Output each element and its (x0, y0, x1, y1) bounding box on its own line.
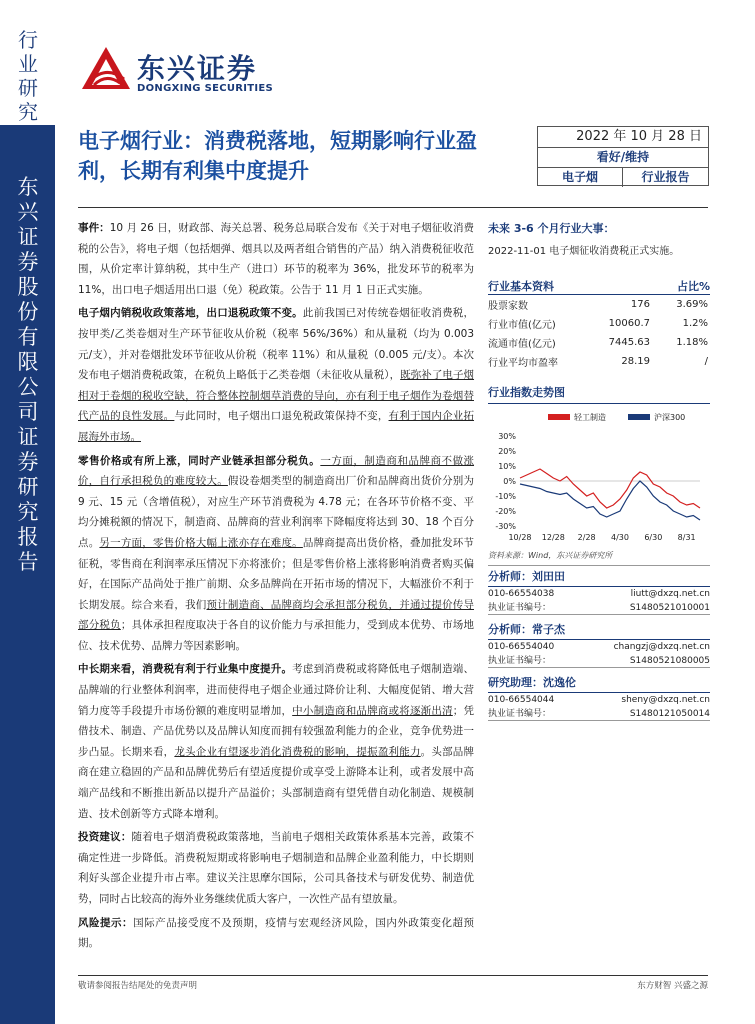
industry-data-k: 流通市值(亿元) (488, 339, 556, 350)
x-tick-label: 4/30 (611, 533, 629, 542)
analyst-cert-label: 执业证书编号： (488, 603, 552, 613)
analyst-cert (488, 601, 710, 615)
analyst-contact (488, 693, 710, 707)
industry-data-v2: / (704, 356, 708, 367)
analyst-cert-label: 执业证书编号： (488, 656, 552, 666)
x-tick-label: 12/28 (541, 533, 565, 542)
industry-data-row (488, 314, 710, 333)
analyst-cert (488, 707, 710, 721)
analyst-contact (488, 640, 710, 654)
longterm-underline-2: 龙头企业有望逐步消化消费税的影响，提振盈利能力 (174, 745, 421, 758)
analyst-block (488, 621, 710, 668)
paragraph-longterm (78, 659, 474, 824)
industry-data-v2: 1.18% (676, 337, 708, 348)
report-info-box (537, 126, 709, 186)
policy-text-2: 与此同时，电子烟出口退免税政策保持不变， (174, 410, 389, 423)
events-item: 2022-11-01 电子烟征收消费税正式实施。 (488, 246, 680, 257)
analyst-phone: 010-66554040 (488, 642, 555, 652)
industry-data-v1: 10060.7 (608, 318, 650, 329)
index-chart (488, 408, 710, 548)
analyst-cert-code: S1480521010001 (629, 603, 710, 613)
industry-data-row (488, 333, 710, 352)
chart-title: 行业指数走势图 (488, 386, 565, 399)
analyst-phone: 010-66554038 (488, 589, 555, 599)
policy-underline-1: 既弥补了电子烟相对于卷烟的税收空缺，符合整体控制烟草消费的导向，亦有利于电子烟作为卷烟替代产品的良性发展。 (78, 369, 475, 423)
paragraph-policy (78, 303, 474, 447)
y-tick-label: -30% (495, 522, 516, 531)
policy-underline-2: 有利于国内企业拓展海外市场。 (78, 410, 475, 443)
longterm-underline-1: 中小制造商和品牌商或将逐渐出清 (292, 704, 453, 717)
industry-data-v1: 7445.63 (608, 337, 650, 348)
price-text-1: 假设卷烟类型的制造商出厂价和品牌商出货价分别为 9 元、15 元（含增值税），对应生产环节消费税为 4.78 元；在各环节价格不变、平均分摊税额的情况下，制造商、品牌商的营业利润率下降幅度将达到 30、18 个百分点。 (78, 475, 475, 549)
chart-section (488, 384, 710, 566)
analyst-cert-code: S1480121050014 (629, 709, 710, 719)
analyst-cert-code: S1480521080005 (629, 656, 710, 666)
series-line (520, 481, 700, 520)
industry-data-k: 行业平均市盈率 (488, 358, 558, 369)
industry-data-v2: 3.69% (676, 299, 708, 310)
legend-swatch (628, 414, 650, 420)
events-section (488, 220, 710, 257)
report-type: 行业报告 (623, 167, 708, 187)
invest-heading: 投资建议： (78, 831, 132, 844)
footer-disclaimer: 敬请参阅报告结尾处的免责声明 (78, 981, 198, 991)
company-logo (80, 45, 290, 100)
price-underline-2: 另一方面，零售价格大幅上涨亦存在难度。 (99, 536, 303, 549)
sidebar-company (0, 125, 55, 1024)
price-heading: 零售价格或有所上涨，同时产业链承担部分税负。 (78, 454, 321, 467)
analyst-email[interactable]: liutt@dxzq.net.cn (630, 589, 710, 599)
analyst-name: 分析师：刘田田 (488, 570, 565, 583)
report-category: 电子烟 (538, 167, 623, 187)
industry-data-row (488, 352, 710, 371)
price-text-3: ；具体承担程度取决于各自的议价能力与承担能力，受到成本优势、市场地位、技术优势、品牌力等因素影响。 (78, 619, 475, 652)
x-tick-label: 2/28 (577, 533, 596, 542)
industry-data-v2: 1.2% (682, 318, 708, 329)
legend-swatch (548, 414, 570, 420)
price-underline-1: 一方面，制造商和品牌商不做涨价，自行承担税负的难度较大。 (78, 454, 475, 488)
x-tick-label: 8/31 (677, 533, 696, 542)
analyst-phone: 010-66554044 (488, 695, 555, 705)
sidebar-category (0, 0, 55, 125)
footer-slogan: 东方财智 兴盛之源 (637, 981, 708, 991)
risk-heading: 风险提示： (78, 916, 134, 929)
longterm-text-1: 考虑到消费税或将降低电子烟制造端、品牌端的行业整体利润率，进而使得电子烟企业通过降价让利、大幅度促销、增大营销力度等手段提升市场份额的难度明显增加， (78, 663, 475, 717)
industry-data-col: 占比% (676, 280, 710, 293)
analyst-email[interactable]: changzj@dxzq.net.cn (613, 642, 710, 652)
paragraph-invest (78, 827, 474, 909)
policy-heading: 电子烟内销税收政策落地，出口退税政策不变。 (78, 307, 303, 320)
event-heading: 事件： (78, 222, 110, 234)
x-tick-label: 10/28 (508, 533, 532, 542)
analyst-block (488, 568, 710, 615)
analysts-section (488, 568, 710, 727)
x-tick-label: 6/30 (644, 533, 663, 542)
logo-name: 东兴证券 (137, 52, 258, 85)
invest-text: 随着电子烟消费税政策落地，当前电子烟相关政策体系基本完善，政策不确定性进一步降低。消费税短期或将影响电子烟制造和品牌企业盈利能力，中长期则利好头部企业提升市占率。建议关注思摩尔国际，公司具备技术与研发优势、制造优势，同时占比较高的海外业务继续优质大客户，一次性产品有望放量。 (78, 831, 475, 905)
industry-data-table (488, 295, 710, 371)
analyst-email[interactable]: sheny@dxzq.net.cn (621, 695, 710, 705)
analyst-name: 研究助理：沈逸伦 (488, 676, 576, 689)
risk-text: 国际产品接受度不及预期，疫情与宏观经济风险，国内外政策变化超预期。 (78, 916, 475, 950)
sidebar-company-text: 东兴证券股份有限公司证券研究报告 (17, 175, 39, 574)
report-title: 电子烟行业：消费税落地，短期影响行业盈利，长期有利集中度提升 (78, 129, 477, 183)
legend-label: 沪深300 (654, 413, 686, 422)
industry-data-k: 股票家数 (488, 301, 528, 312)
header-divider (78, 207, 708, 208)
industry-data-row (488, 295, 710, 314)
longterm-text-3: 。头部品牌商在建立稳固的产品和品牌优势后有望适度提价或享受上游降本让利，或者发展中高端产品线和不断推出新品以提升产品溢价；头部制造商有望凭借自动化制造、规模制造、技术创新等方式降本增利。 (78, 745, 475, 820)
report-body (78, 218, 474, 957)
paragraph-event (78, 218, 474, 300)
y-tick-label: -20% (495, 507, 516, 516)
price-underline-3: 预计制造商、品牌商均会承担部分税负，并通过提价传导部分税负 (78, 598, 474, 632)
industry-data-v1: 28.19 (621, 356, 650, 367)
paragraph-risk (78, 913, 474, 954)
y-tick-label: 20% (498, 447, 516, 456)
event-text: 10 月 26 日，财政部、海关总署、税务总局联合发布《关于对电子烟征收消费税的公告》，将电子烟（包括烟弹、烟具以及两者组合销售的产品）纳入消费税征收范围，从价定率计算纳税，其中生产（进口）环节的税率为 36%，批发环节的税率为 11%，出口电子烟适用出口退（免）税政策。公告于 11 月 1 日正式实施。 (78, 222, 475, 296)
y-tick-label: 10% (498, 462, 516, 471)
chart-divider (488, 403, 710, 404)
footer-divider (78, 975, 708, 976)
industry-data-section (488, 278, 710, 371)
chart-source: 资料来源：Wind，东兴证券研究所 (488, 550, 710, 566)
analyst-name: 分析师：常子杰 (488, 623, 565, 636)
analyst-cert-label: 执业证书编号： (488, 709, 552, 719)
logo-name-en: DONGXING SECURITIES (137, 83, 274, 94)
analyst-contact (488, 587, 710, 601)
longterm-text-2: ；凭借技术、制造、产品优势以及品牌认知度而拥有较强盈利能力的企业，竞争优势进一步凸显。长期来看， (78, 704, 475, 758)
y-tick-label: 0% (503, 477, 516, 486)
events-title: 未来 3-6 个月行业大事： (488, 222, 615, 235)
legend-label: 轻工制造 (574, 413, 606, 422)
price-text-2: 品牌商提高出货价格，叠加批发环节征税，零售商在利润率承压情况下亦将涨价；但是零售价格上涨将影响消费者购买偏好，在国际产品尚处于推广前期、众多品牌尚在开拓市场的情况下，大幅涨价不利于长期发展。综合来看，我们 (78, 536, 475, 611)
y-tick-label: -10% (495, 492, 516, 501)
analyst-block (488, 674, 710, 721)
policy-text-1: 此前我国已对传统卷烟征收消费税，按甲类/乙类卷烟对生产环节征收从价税（税率 56%/36%）和从量税（均为 0.003 元/支），并对卷烟批发环节征收从价税（税率 11%）和从量税（0.005 元/支）。本次发布电子烟消费税政策，在税负上略低于乙类卷烟（未征收从量税）， (78, 307, 474, 382)
sidebar-category-text: 行业研究 (18, 28, 38, 124)
industry-data-k: 行业市值(亿元) (488, 320, 556, 331)
y-tick-label: 30% (498, 432, 516, 441)
report-date: 2022 年 10 月 28 日 (576, 129, 702, 144)
series-line (520, 469, 700, 508)
analyst-cert (488, 654, 710, 668)
longterm-heading: 中长期来看，消费税有利于行业集中度提升。 (78, 663, 293, 676)
industry-data-v1: 176 (630, 299, 650, 310)
industry-data-title: 行业基本资料 (488, 280, 554, 293)
report-rating: 看好/维持 (538, 147, 708, 167)
paragraph-price (78, 451, 474, 657)
logo-mark-icon (80, 45, 132, 97)
